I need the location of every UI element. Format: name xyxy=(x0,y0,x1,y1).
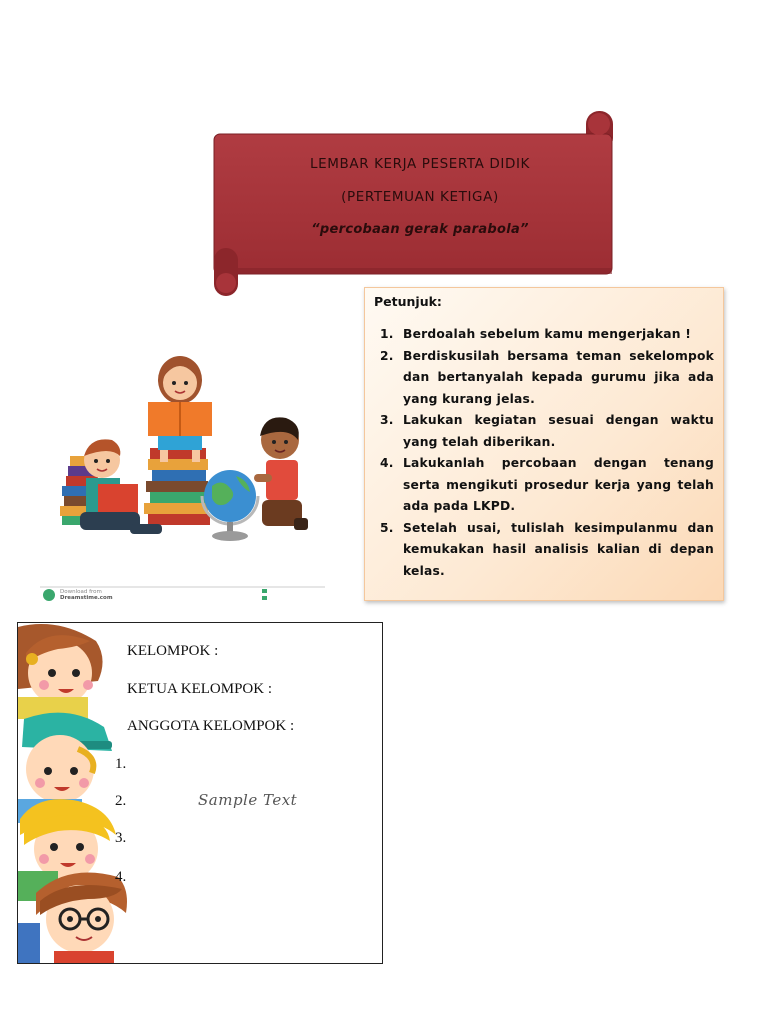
member-number: 3. xyxy=(115,830,127,846)
kids-reading-books-icon xyxy=(40,328,325,588)
instruction-item xyxy=(374,453,714,518)
instruction-item xyxy=(374,410,714,453)
kids-reading-illustration xyxy=(40,328,325,608)
instruction-item xyxy=(374,518,714,583)
worksheet-topic: “percobaan gerak parabola” xyxy=(311,222,529,237)
instruction-number: 3. xyxy=(380,413,394,427)
instruction-number: 2. xyxy=(380,348,394,363)
instruction-item xyxy=(374,346,714,411)
anggota-kelompok-label: ANGGOTA KELOMPOK : xyxy=(127,718,295,734)
cartoon-kids-border-icon xyxy=(18,623,148,964)
instruction-text: Setelah usai, tulislah kesimpulanmu dan kemukakan hasil analisis kalian di depan kelas. xyxy=(403,520,714,578)
kelompok-label: KELOMPOK : xyxy=(127,643,219,659)
instructions-list xyxy=(374,324,714,582)
title-banner xyxy=(210,108,620,300)
group-info-frame xyxy=(17,622,383,964)
instruction-number: 4. xyxy=(380,456,394,470)
sample-text-watermark: Sample Text xyxy=(198,791,298,809)
worksheet-subtitle: (PERTEMUAN KETIGA) xyxy=(341,189,499,205)
stock-watermark-footer xyxy=(40,585,325,605)
instruction-text: Berdiskusilah bersama teman sekelompok dan bertanyalah kepada gurumu jika ada yang kurang jelas. xyxy=(403,348,714,406)
member-number: 4. xyxy=(115,869,127,885)
instruction-text: Berdoalah sebelum kamu mengerjakan ! xyxy=(403,327,692,341)
instruction-item xyxy=(374,324,714,346)
instructions-box xyxy=(364,287,724,601)
instruction-number: 5. xyxy=(380,520,394,535)
member-number: 2. xyxy=(115,793,127,809)
worksheet-title: LEMBAR KERJA PESERTA DIDIK xyxy=(310,156,530,172)
member-number: 1. xyxy=(115,756,127,772)
watermark-line1: Download from xyxy=(60,589,102,595)
instruction-number: 1. xyxy=(380,327,394,341)
ketua-kelompok-label: KETUA KELOMPOK : xyxy=(127,681,272,697)
instructions-heading: Petunjuk: xyxy=(374,294,442,309)
instruction-text: Lakukanlah percobaan dengan tenang serta mengikuti prosedur kerja yang telah ada pada LKPD. xyxy=(403,456,714,513)
watermark-line2: Dreamstime.com xyxy=(60,595,113,601)
instruction-text: Lakukan kegiatan sesuai dengan waktu yang telah diberikan. xyxy=(403,413,714,449)
